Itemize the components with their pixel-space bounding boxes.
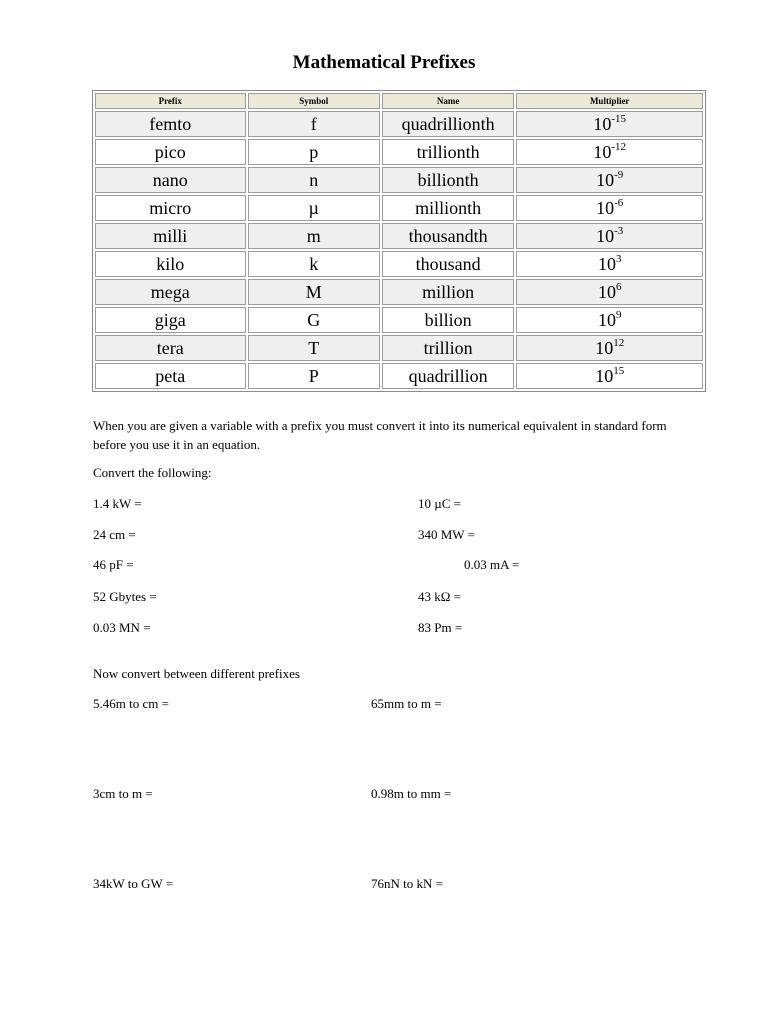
symbol-cell: T	[248, 335, 380, 361]
multiplier-base: 10	[597, 310, 616, 330]
header-multiplier: Multiplier	[516, 93, 703, 109]
multiplier-exponent: 6	[615, 281, 622, 293]
convert-question: 10 µC =	[418, 496, 461, 511]
convert-question: 43 kΩ =	[418, 589, 461, 604]
multiplier-cell	[516, 279, 703, 305]
prefix-table	[92, 90, 706, 392]
name-cell: million	[382, 279, 514, 305]
name-cell: quadrillion	[382, 363, 514, 389]
multiplier-exponent: -12	[611, 141, 627, 153]
symbol-cell: P	[248, 363, 380, 389]
multiplier-cell	[516, 307, 703, 333]
between-question: 76nN to kN =	[371, 876, 443, 891]
between-question: 34kW to GW =	[93, 876, 174, 891]
multiplier-base: 10	[593, 142, 612, 162]
table-header-row	[95, 93, 703, 109]
convert-heading: Convert the following:	[93, 465, 212, 480]
prefix-cell: mega	[95, 279, 246, 305]
convert-question: 83 Pm =	[418, 620, 463, 635]
table-row	[95, 251, 703, 277]
multiplier-exponent: 9	[615, 309, 622, 321]
between-heading: Now convert between different prefixes	[93, 666, 300, 681]
multiplier-exponent: 12	[613, 337, 625, 349]
between-question: 0.98m to mm =	[371, 786, 452, 801]
table-row	[95, 139, 703, 165]
multiplier-base: 10	[595, 366, 614, 386]
prefix-cell: pico	[95, 139, 246, 165]
table-row	[95, 223, 703, 249]
multiplier-base: 10	[597, 254, 616, 274]
multiplier-base: 10	[593, 114, 612, 134]
multiplier-cell	[516, 111, 703, 137]
convert-question: 1.4 kW =	[93, 496, 142, 511]
multiplier-base: 10	[597, 282, 616, 302]
symbol-cell: M	[248, 279, 380, 305]
multiplier-cell	[516, 139, 703, 165]
multiplier-base: 10	[595, 338, 614, 358]
table-row	[95, 335, 703, 361]
symbol-cell: k	[248, 251, 380, 277]
convert-question: 46 pF =	[93, 557, 134, 572]
symbol-cell: m	[248, 223, 380, 249]
symbol-cell: µ	[248, 195, 380, 221]
prefix-cell: milli	[95, 223, 246, 249]
between-question: 5.46m to cm =	[93, 696, 169, 711]
multiplier-exponent: 3	[615, 253, 622, 265]
multiplier-base: 10	[596, 170, 615, 190]
multiplier-cell	[516, 335, 703, 361]
multiplier-exponent: -15	[611, 113, 627, 125]
table-row	[95, 279, 703, 305]
page-title: Mathematical Prefixes	[292, 52, 476, 73]
convert-question: 0.03 MN =	[93, 620, 151, 635]
multiplier-base: 10	[596, 226, 615, 246]
prefix-cell: giga	[95, 307, 246, 333]
header-prefix: Prefix	[95, 93, 246, 109]
table-row	[95, 195, 703, 221]
name-cell: thousandth	[382, 223, 514, 249]
prefix-cell: nano	[95, 167, 246, 193]
prefix-cell: micro	[95, 195, 246, 221]
multiplier-exponent: -3	[614, 225, 624, 237]
convert-question: 24 cm =	[93, 527, 136, 542]
symbol-cell: n	[248, 167, 380, 193]
header-symbol: Symbol	[248, 93, 380, 109]
name-cell: millionth	[382, 195, 514, 221]
table-row	[95, 167, 703, 193]
table-row	[95, 363, 703, 389]
prefix-cell: kilo	[95, 251, 246, 277]
multiplier-cell	[516, 363, 703, 389]
name-cell: trillionth	[382, 139, 514, 165]
name-cell: billion	[382, 307, 514, 333]
symbol-cell: p	[248, 139, 380, 165]
between-question: 65mm to m =	[371, 696, 442, 711]
header-name: Name	[382, 93, 514, 109]
prefix-cell: tera	[95, 335, 246, 361]
multiplier-base: 10	[596, 198, 615, 218]
name-cell: trillion	[382, 335, 514, 361]
name-cell: billionth	[382, 167, 514, 193]
instructions-paragraph: When you are given a variable with a prefix you must convert it into its numerical equivalent in standard form before you use it in an equation.	[93, 418, 667, 452]
multiplier-exponent: 15	[613, 365, 625, 377]
convert-question: 340 MW =	[418, 527, 475, 542]
multiplier-exponent: -9	[614, 169, 624, 181]
name-cell: thousand	[382, 251, 514, 277]
name-cell: quadrillionth	[382, 111, 514, 137]
symbol-cell: f	[248, 111, 380, 137]
multiplier-cell	[516, 195, 703, 221]
multiplier-exponent: -6	[614, 197, 624, 209]
between-question: 3cm to m =	[93, 786, 153, 801]
convert-question: 0.03 mA =	[464, 557, 520, 572]
multiplier-cell	[516, 223, 703, 249]
convert-question: 52 Gbytes =	[93, 589, 157, 604]
prefix-cell: peta	[95, 363, 246, 389]
multiplier-cell	[516, 251, 703, 277]
multiplier-cell	[516, 167, 703, 193]
table-row	[95, 111, 703, 137]
table-row	[95, 307, 703, 333]
symbol-cell: G	[248, 307, 380, 333]
prefix-cell: femto	[95, 111, 246, 137]
